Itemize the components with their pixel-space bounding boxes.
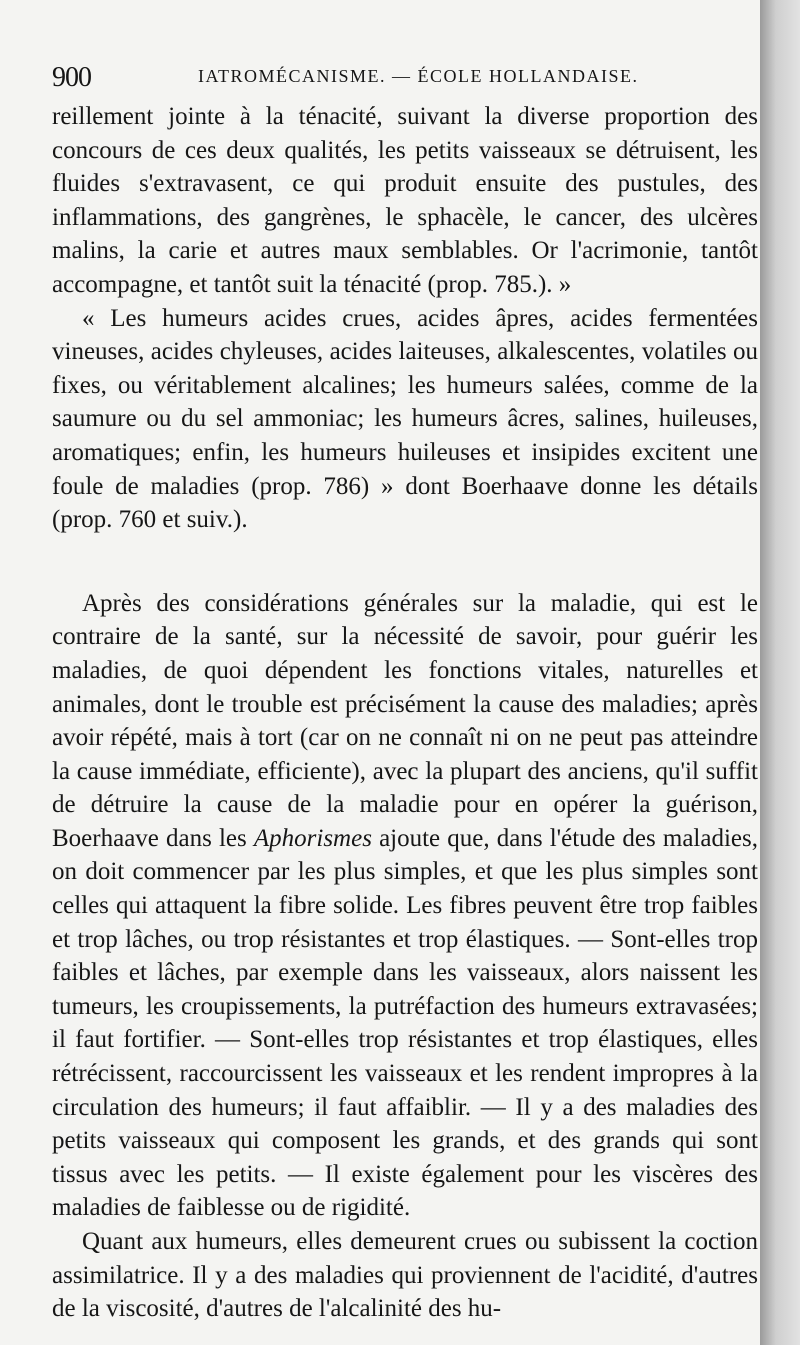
page-number: 900 [52,62,91,93]
page-header [52,62,742,96]
page-edge-shadow [760,0,800,1345]
paragraph-humors-quote: « Les humeurs acides crues, acides âpres, acides fermentées vineuses, acides chyleuses, acides laiteuses, alkalescentes, volatiles ou fixes, ou véritablement alcalines; les humeurs salées, comme de la saumure ou du sel ammoniac; les humeurs âcres, salines, huileuses, aromatiques; enfin, les humeurs huileuses et insipides excitent une foule de maladies (prop. 786) » dont Boerhaave donne les détails (prop. 760 et suiv.). [52,304,758,534]
body-text [52,100,758,1326]
running-head: IATROMÉCANISME. — ÉCOLE HOLLANDAISE. [198,66,639,86]
paragraph-text-after: ajoute que, dans l'étude des maladies, on doit commencer par les plus simples, et que les plus simples sont celles qui attaquent la fibre solide. Les fibres peuvent être trop faibles et trop lâches, ou trop résistantes et trop élastiques. — Sont-elles trop faibles et lâches, par exemple dans les vaisseaux, alors naissent les tumeurs, les croupissements, la putréfaction des humeurs extravasées; il faut fortifier. — Sont-elles trop résistantes et trop élastiques, elles rétrécissent, raccourcissent les vaisseaux et les rendent impropres à la circulation des humeurs; il faut affaiblir. — Il y a des maladies des petits vaisseaux qui composent les grands, et des grands qui sont tissus avec les petits. — Il existe également pour les viscères des maladies de faiblesse ou de rigidité. [52,824,758,1222]
aphorismes-emphasis: Aphorismes [253,824,372,852]
paragraph-continuation: reillement jointe à la ténacité, suivant la diverse proportion des concours de ces deux qualités, les petits vaisseaux se détruisent, les fluides s'extravasent, ce qui produit ensuite des pustules, des inflammations, des gangrènes, le sphacèle, le cancer, des ulcères malins, la carie et autres maux semblables. Or l'acrimonie, tantôt accompagne, et tantôt suit la ténacité (prop. 785.). » [52,103,758,298]
paragraph-text-before: Après des considérations générales sur la maladie, qui est le contraire de la santé, sur la nécessité de savoir, pour guérir les maladies, de quoi dépendent les fonctions vitales, naturelles et animales, dont le trouble est précisément la cause des maladies; après avoir répété, mais à tort (car on ne connaît ni on ne peut pas atteindre la cause immédiate, efficiente), avec la plupart des anciens, qu'il suffit de détruire la cause de la maladie pour en opérer la guérison, Boerhaave dans les [52,589,758,852]
paragraph-humors-coction: Quant aux humeurs, elles demeurent crues ou subissent la coction assimilatrice. Il y a des maladies qui proviennent de l'acidité, d'autres de la viscosité, d'autres de l'alcalinité des hu- [52,1228,758,1323]
paragraph-general-considerations [52,587,758,1225]
